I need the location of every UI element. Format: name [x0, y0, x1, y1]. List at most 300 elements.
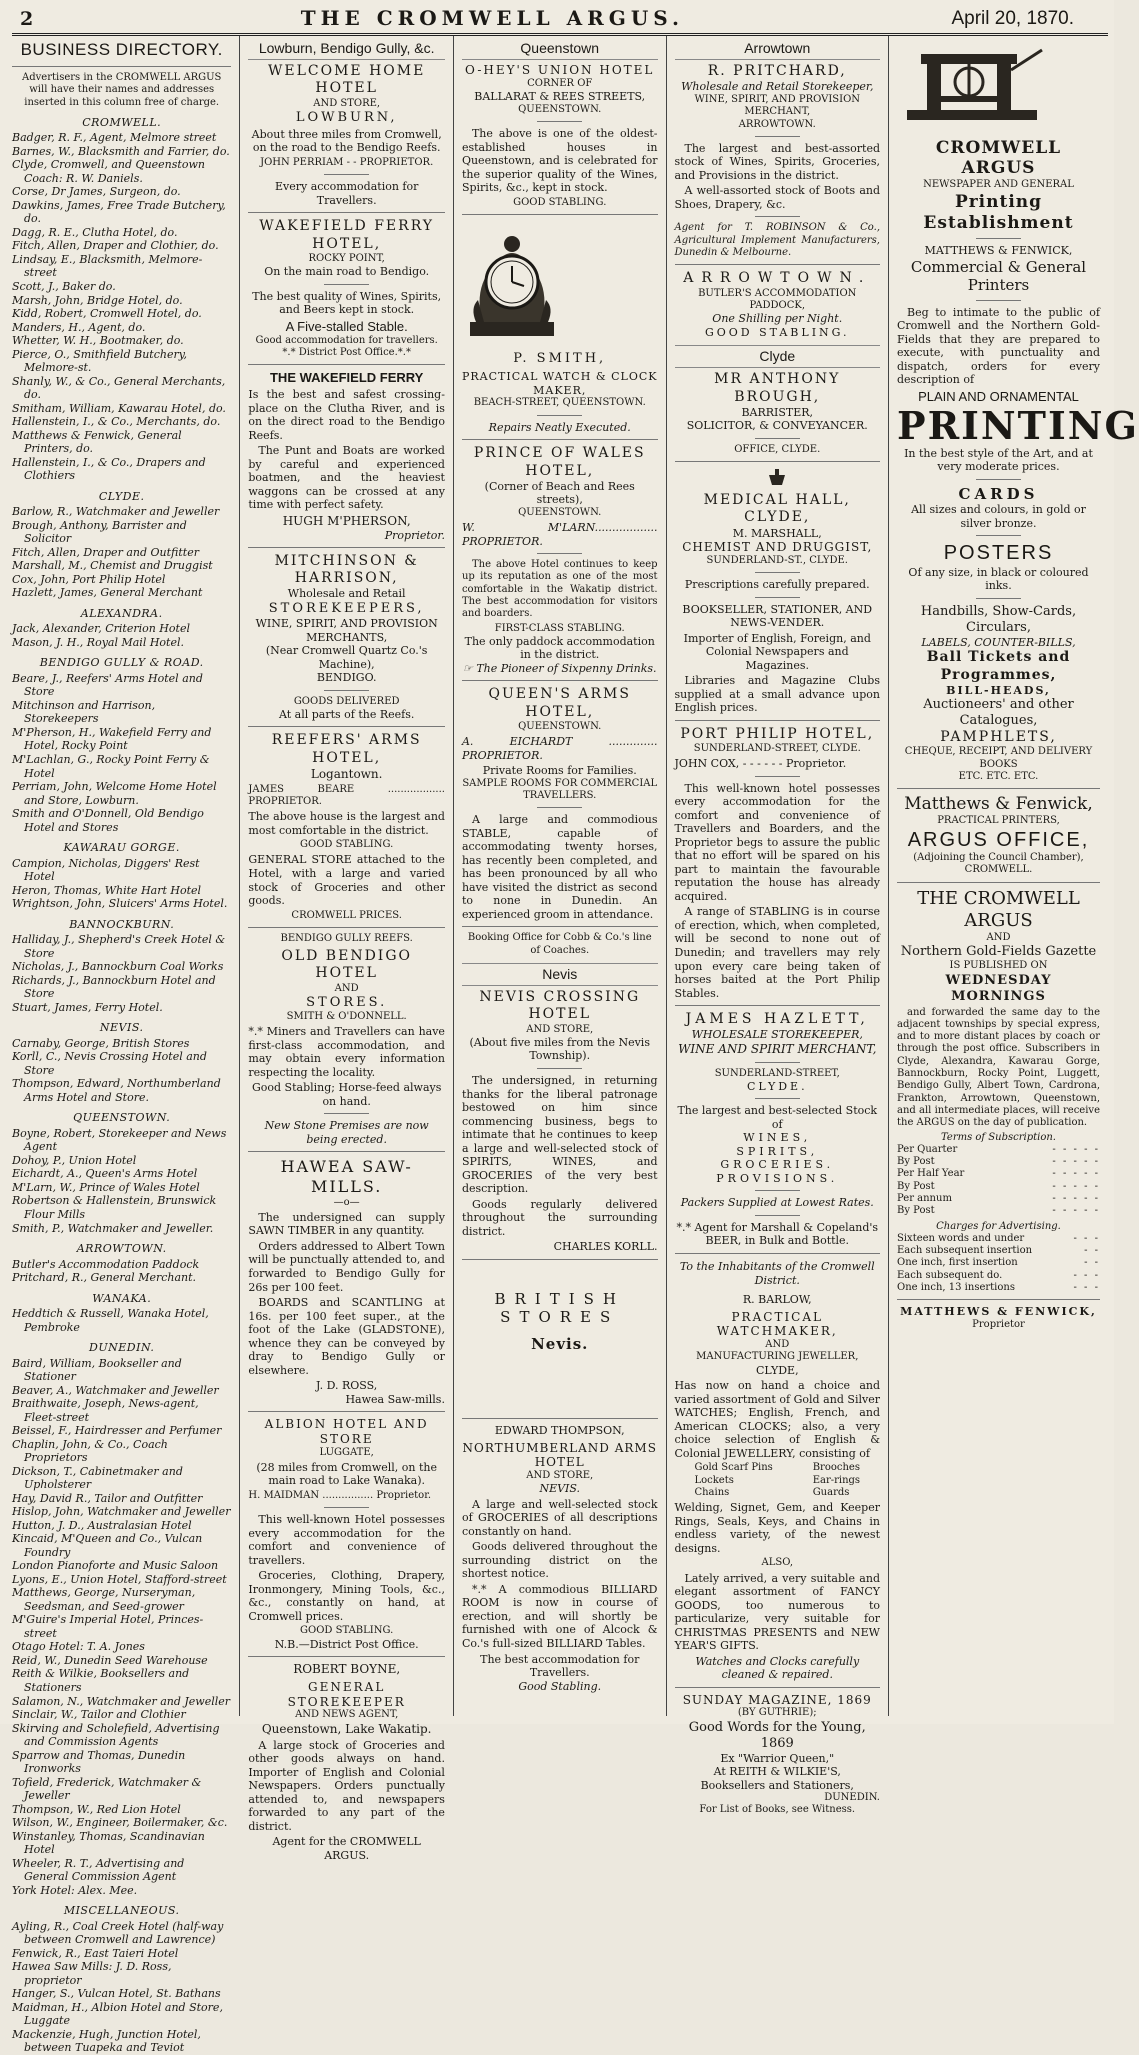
ad-stable: A Five-stalled Stable. [285, 318, 408, 334]
labels: LABELS, COUNTER-BILLS, [921, 635, 1076, 649]
ad-price: One Shilling per Night. [712, 312, 843, 326]
ad-items [675, 1131, 880, 1185]
directory-entry: Brough, Anthony, Barrister and Solicitor [12, 518, 187, 546]
directory-town-heading: ALEXANDRA. [80, 606, 163, 620]
rate-row [897, 1205, 1100, 1217]
ad-name: ROBERT BOYNE, [293, 1662, 401, 1677]
pointing-hand-icon: ☞ [462, 661, 477, 675]
directory-entry: Beare, J., Reefers' Arms Hotel and Store [12, 671, 203, 699]
directory-entry: Halliday, J., Shepherd's Creek Hotel & Store [12, 933, 226, 960]
directory-entry: Barlow, R., Watchmaker and Jeweller [12, 505, 220, 519]
ad-place: QUEENSTOWN. [518, 506, 602, 518]
ad-reefs: At all parts of the Reefs. [278, 707, 415, 721]
ad-list-note: For List of Books, see Witness. [699, 1804, 856, 1816]
ad-prescriptions: Prescriptions carefully prepared. [684, 578, 870, 592]
rate-leader: - - - [1073, 1269, 1100, 1281]
directory-entry: Dawkins, James, Free Trade Butchery, do. [12, 198, 226, 226]
ad-proprietor: JOHN COX, - - - - - - Proprietor. [674, 757, 847, 771]
directory-entry: Badger, R. F., Agent, Melmore street [12, 131, 217, 145]
directory-entry: Pritchard, R., General Merchant. [12, 1271, 197, 1285]
directory-entry: Wilson, W., Engineer, Boilermaker, &c. [12, 1816, 228, 1830]
printing-establishment: Printing Establishment [923, 191, 1074, 233]
directory-entry: Wheeler, R. T., Advertising and General Commission Agent [12, 1856, 185, 1884]
directory-entry: Shanly, W., & Co., General Merchants, do. [12, 374, 226, 402]
ad-p-smith-watchmaker [462, 220, 658, 434]
ad-text: Groceries, Clothing, Drapery, Ironmongery, Mining Tools, &c., &c., constantly on hand, at Cromwell prices. [248, 1569, 445, 1623]
rate-row [897, 1168, 1100, 1180]
ad-text: Welding, Signet, Gem, and Keeper Rings, Seals, Keys, and Chains in endless variety, of the newest designs. [674, 1501, 880, 1555]
rate-label: One inch, first insertion [897, 1257, 1018, 1269]
ad-post-office: N.B.—District Post Office. [274, 1637, 419, 1651]
newspaper-title: THE CROMWELL ARGUS. [300, 6, 684, 30]
jewellery-item: Gold Scarf Pins [694, 1462, 773, 1474]
ad-title: ARROWTOWN. [683, 270, 872, 287]
paper-title: THE CROMWELL ARGUS [917, 887, 1080, 931]
jewellery-item: Lockets [694, 1474, 734, 1486]
footer-firm: MATTHEWS & FENWICK, [900, 1305, 1097, 1319]
ad-item: PROVISIONS. [716, 1171, 839, 1185]
ad-name: EDWARD THOMPSON, [494, 1424, 625, 1438]
ad-text: Orders addressed to Albert Town will be punctually attended to, and forwarded to Bendigo Gully for 26s per 100 feet. [248, 1239, 445, 1294]
pamphlets: PAMPHLETS, [940, 729, 1057, 746]
ad-also: ALSO, [761, 1557, 794, 1569]
posters-note: Of any size, in black or coloured inks. [908, 565, 1089, 593]
ad-mitchinson-harrison [248, 553, 445, 721]
directory-towns [12, 116, 231, 2055]
ad-good-words: Good Words for the Young, 1869 [688, 1719, 866, 1751]
ad-place: DUNEDIN. [824, 1792, 880, 1804]
directory-entry: Robertson & Hallenstein, Brunswick Flour Mills [12, 1194, 217, 1221]
directory-entry: Matthews & Fenwick, General Printers, do. [12, 428, 182, 456]
cheque-books: CHEQUE, RECEIPT, AND DELIVERY BOOKS [904, 746, 1093, 770]
ad-text: A large and commodious STABLE, capable of accommodating twenty horses, has recently been completed, and has been pronounced by all who have visited the district as second to none in Dunedin. An experienced groom in attendance. [461, 813, 658, 921]
ad-title: BRITISH STORES [494, 1289, 625, 1327]
directory-entry: Stuart, James, Ferry Hotel. [12, 1000, 163, 1014]
ad-stabling: GOOD STABLING. [513, 196, 607, 208]
ad-text: A range of STABLING is in course of erection, which, when completed, will be second to none out of Dunedin; and travellers may rely upon every care being taken of horses baited at the Port Philip Stables. [674, 905, 880, 1000]
ad-subtitle: MANUFACTURING JEWELLER, [696, 1351, 859, 1363]
ad-text: The best quality of Wines, Spirits, and Beers kept in stock. [252, 289, 442, 317]
directory-entry: Barnes, W., Blacksmith and Farrier, do. [12, 144, 230, 158]
ad-item: GROCERIES. [720, 1158, 835, 1172]
rate-label: Each subsequent insertion [897, 1245, 1033, 1257]
column-argus-printing [889, 36, 1139, 1716]
posters-heading: POSTERS [943, 542, 1054, 565]
rate-row [897, 1233, 1100, 1245]
directory-entry: Hallenstein, I., & Co., Merchants, do. [12, 415, 221, 429]
jewellery-item: Guards [812, 1486, 850, 1498]
rate-label: Per annum [897, 1192, 952, 1204]
ad-and: AND [334, 982, 359, 994]
ad-paddock: The only paddock accommodation in the district. [464, 634, 655, 662]
ad-subtitle: Booksellers and Stationers, [700, 1778, 854, 1792]
ad-stabling: FIRST-CLASS STABLING. [494, 622, 625, 634]
ad-title: NORTHUMBERLAND ARMS HOTEL [462, 1440, 657, 1470]
ad-old-bendigo-hotel [248, 933, 445, 1146]
ad-street: SUNDERLAND-STREET, [714, 1067, 840, 1079]
directory-entry: Matthews, George, Nurseryman, Seedsman, and Seed-grower [12, 1586, 196, 1613]
terms-heading: Terms of Subscription. [941, 1131, 1056, 1143]
directory-entry: Beissel, F., Hairdresser and Perfumer [12, 1424, 222, 1438]
jewellery-list-left [694, 1462, 772, 1499]
directory-town-heading: CLYDE. [98, 489, 145, 503]
directory-entry: Reid, W., Dunedin Seed Warehouse [12, 1653, 208, 1667]
directory-entry: Dagg, R. E., Clutha Hotel, do. [12, 225, 178, 239]
cards-note: All sizes and colours, in gold or silver bronze. [911, 503, 1086, 530]
ad-office: OFFICE, CLYDE. [734, 443, 821, 455]
jewellery-item: Brooches [812, 1462, 860, 1474]
rate-leader: - - - - - [1052, 1205, 1100, 1217]
directory-entry: Thompson, Edward, Northumberland Arms Hotel and Store. [12, 1077, 221, 1104]
ad-name: M. MARSHALL, [732, 526, 822, 540]
ad-british-stores [462, 1265, 658, 1413]
ad-stabling: Good Stabling; Horse-feed always on hand. [251, 1081, 442, 1108]
ad-agent: Agent for the CROMWELL ARGUS. [272, 1835, 421, 1862]
ad-proprietor: H. MAIDMAN ................ Proprietor. [248, 1489, 432, 1501]
ad-agent: Agent for T. ROBINSON & Co., Agricultural Implement Manufacturers, Dunedin & Melbourne. [674, 222, 880, 259]
ad-note: Watches and Clocks carefully cleaned & repaired. [695, 1654, 860, 1682]
directory-town-heading: MISCELLANEOUS. [63, 1904, 180, 1918]
directory-entry: Skirving and Scholefield, Advertising and Commission Agents [12, 1721, 220, 1749]
directory-entry: Reith & Wilkie, Booksellers and Stationers [12, 1667, 190, 1694]
directory-entry: Richards, J., Bannockburn Hotel and Store [12, 973, 216, 1001]
ad-prince-of-wales-hotel [462, 445, 658, 675]
ad-place: Hawea Saw-mills. [345, 1392, 445, 1406]
ad-text: Is the best and safest crossing-place on the Clutha River, and is on the direct road to the Bendigo Reefs. [248, 388, 445, 442]
directory-entry: Sparrow and Thomas, Dunedin Ironworks [12, 1748, 186, 1776]
ad-text: The best accommodation for Travellers. [480, 1652, 640, 1680]
ad-road: (28 miles from Cromwell, on the main road to Lake Wanaka). [256, 1460, 438, 1488]
ad-place: Logantown. [310, 766, 383, 781]
rate-label: Per Half Year [897, 1168, 965, 1180]
directory-entry: Whetter, W. H., Bootmaker, do. [12, 334, 184, 348]
jewellery-list-right [813, 1462, 860, 1499]
ad-text: Goods regularly delivered throughout the surrounding district. [461, 1197, 658, 1238]
ad-place: Nevis. [531, 1334, 589, 1353]
rate-row [897, 1156, 1100, 1168]
ad-near: (Near Cromwell Quartz Co.'s Machine), [265, 644, 428, 671]
published-on: IS PUBLISHED ON [949, 960, 1048, 972]
argus-subtitle: NEWSPAPER AND GENERAL [923, 179, 1074, 191]
rate-label: By Post [897, 1180, 935, 1192]
directory-entry: Winstanley, Thomas, Scandinavian Hotel [12, 1829, 205, 1857]
directory-entry: Maidman, H., Albion Hotel and Store, Luggate [12, 2000, 223, 2028]
directory-entry: Butler's Accommodation Paddock [12, 1257, 200, 1271]
directory-entry: Mason, J. H., Royal Mail Hotel. [12, 635, 185, 649]
ad-nevis-crossing-hotel [462, 989, 658, 1253]
directory-entry: Braithwaite, Joseph, News-agent, Fleet-street [12, 1397, 199, 1424]
column-queenstown [454, 36, 667, 1716]
ad-at: At REITH & WILKIE'S, [713, 1765, 841, 1779]
ad-place: LUGGATE, [319, 1446, 374, 1458]
directory-entry: Kincaid, M'Queen and Co., Vulcan Foundry [12, 1532, 203, 1559]
ad-title: MR ANTHONY BROUGH, [714, 371, 841, 405]
ad-owners: SMITH & O'DONNELL. [286, 1010, 407, 1022]
directory-entry: Marshall, M., Chemist and Druggist [12, 559, 213, 573]
directory-entry: Jack, Alexander, Criterion Hotel [12, 622, 190, 636]
ad-title: HAWEA SAW-MILLS. [280, 1157, 413, 1196]
rate-row [897, 1282, 1100, 1294]
argus-intro: Beg to intimate to the public of Cromwell and the Northern Gold-Fields that they are prepared to execute, with punctuality and dispatch, orders for every description of [897, 305, 1100, 387]
rate-leader: - - - [1073, 1282, 1100, 1294]
ad-text: The largest and best-selected Stock of [677, 1104, 878, 1131]
ad-road: On the main road to Bendigo. [264, 265, 430, 279]
rate-label: Per Quarter [897, 1143, 958, 1155]
directory-entry: Hallenstein, I., & Co., Drapers and Clothiers [12, 455, 206, 483]
directory-town-heading: QUEENSTOWN. [73, 1111, 171, 1125]
ad-title: NEVIS CROSSING HOTEL [479, 989, 641, 1023]
ad-r-barlow [675, 1260, 880, 1682]
rate-leader: - - - - - [1052, 1168, 1100, 1180]
directory-entry: Fenwick, R., East Taieri Hotel [12, 1946, 179, 1960]
ball-tickets: Ball Tickets and Programmes, [926, 649, 1071, 683]
rate-label: Sixteen words and under [897, 1232, 1025, 1244]
ad-stabling: GOOD STABLING. [704, 325, 850, 339]
rate-leader: - - - - - [1052, 1143, 1100, 1155]
directory-entry: Nicholas, J., Bannockburn Coal Works [12, 960, 224, 974]
ad-divider-mark: —o— [333, 1196, 360, 1208]
ad-wakefield-ferry-hotel [248, 218, 445, 359]
rate-leader: - - - - - [1052, 1192, 1100, 1204]
ad-place: CLYDE. [746, 1079, 808, 1093]
jewellery-item: Ear-rings [812, 1474, 861, 1486]
directory-entry: Hanger, S., Vulcan Hotel, St. Bathans [12, 1987, 221, 2001]
publication-day: WEDNESDAY MORNINGS [945, 972, 1052, 1004]
rate-leader: - - - [1073, 1232, 1100, 1244]
ad-text: A well-assorted stock of Boots and Shoes, Drapery, &c. [674, 184, 880, 211]
directory-town-heading: KAWARAU GORGE. [63, 841, 180, 855]
ad-private: Private Rooms for Families. [482, 764, 637, 778]
directory-entry: Tofield, Frederick, Watchmaker & Jeweller [12, 1775, 202, 1803]
ad-sunday-magazine [675, 1693, 880, 1817]
ad-place: QUEENSTOWN. [518, 720, 602, 732]
ad-title: MEDICAL HALL, CLYDE, [703, 492, 851, 526]
ad-anthony-brough [675, 371, 880, 456]
jewellery-list [675, 1462, 880, 1499]
ad-line: CHEMIST AND DRUGGIST, [682, 540, 873, 555]
page-number: 2 [20, 8, 34, 30]
ad-proprietor: JAMES BEARE .................. PROPRIETOR. [248, 783, 445, 807]
adjoining: (Adjoining the Council Chamber), [913, 852, 1084, 864]
ad-name: HUGH M'PHERSON, [282, 513, 411, 528]
ad-place: NEVIS. [539, 1482, 581, 1496]
ad-corner: (Corner of Beach and Rees streets), [484, 479, 635, 507]
ad-street: SUNDERLAND-STREET, CLYDE. [693, 743, 861, 754]
directory-entry: Heddtich & Russell, Wanaka Hotel, Pembroke [12, 1307, 209, 1334]
rate-label: By Post [897, 1205, 935, 1217]
ad-place: CLYDE, [755, 1363, 799, 1377]
directory-entry: Manders, H., Agent, do. [12, 320, 146, 334]
directory-entry: M'Lachlan, G., Rocky Point Ferry & Hotel [12, 753, 210, 780]
argus-office: ARGUS OFFICE, [907, 828, 1090, 851]
ad-stores: STORES. [306, 994, 388, 1010]
ad-text: BOARDS and SCANTLING at 16s. per 100 feet super., at the foot of the Lake (GLADSTONE), whence they can be conveyed by dray to Bendigo Gully or elsewhere. [248, 1296, 445, 1377]
directory-entry: Sinclair, W., Tailor and Clothier [12, 1708, 186, 1722]
ad-title: REEFERS' ARMS HOTEL, [271, 732, 422, 766]
ad-item: SPIRITS, [736, 1144, 819, 1158]
directory-town-heading: NEVIS. [99, 1021, 144, 1035]
ad-new-premises: New Stone Premises are now being erected. [264, 1119, 429, 1146]
ad-item: WINES, [743, 1131, 812, 1145]
rate-label: By Post [897, 1156, 935, 1168]
ad-prices: CROMWELL PRICES. [291, 909, 402, 921]
ad-place: Queenstown, Lake Wakatip. [261, 1721, 432, 1736]
ad-hawea-saw-mills [248, 1157, 445, 1406]
ad-title: PORT PHILIP HOTEL, [680, 725, 875, 742]
ad-bookseller: BOOKSELLER, STATIONER, AND NEWS-VENDER. [682, 602, 873, 630]
ad-text: Lately arrived, a very suitable and elegant assortment of FANCY GOODS, too numerous to particularize, very suitable for CHRISTMAS PRESENTS and NEW YEAR'S GIFTS. [674, 1571, 880, 1653]
ad-street: SUNDERLAND-ST., CLYDE. [706, 554, 848, 566]
directory-title: BUSINESS DIRECTORY. [20, 40, 223, 59]
charges-heading: Charges for Advertising. [936, 1220, 1061, 1232]
plain-ornamental: PLAIN AND ORNAMENTAL [918, 388, 1079, 404]
directory-entry: Lyons, E., Union Hotel, Stafford-street [12, 1572, 227, 1586]
directory-entry: M'Guire's Imperial Hotel, Princes-street [12, 1613, 204, 1640]
rate-label: Each subsequent do. [897, 1269, 1003, 1281]
ad-text: A large stock of Groceries and other goods always on hand. Importer of English and Colonial Newspapers. Orders punctually attended to, and newspapers forwarded to any part of the district. [248, 1738, 445, 1833]
directory-entry: Eichardt, A., Queen's Arms Hotel [12, 1167, 198, 1181]
directory-entry: London Pianoforte and Music Saloon [12, 1559, 219, 1573]
ad-place: ARROWTOWN. [738, 118, 816, 130]
ad-libraries: Libraries and Magazine Clubs supplied at a small advance upon English prices. [674, 674, 880, 715]
printing-heading: PRINTING [897, 402, 1139, 448]
argus-title: CROMWELL ARGUS [935, 137, 1062, 179]
ad-robert-boyne [248, 1662, 445, 1862]
ad-albion-hotel [248, 1417, 445, 1651]
ad-by: (BY GUTHRIE); [737, 1707, 817, 1719]
distribution-text: and forwarded the same day to the adjacent townships by special express, and to more distant places by coach or through the post office. Subscribers in Clyde, Alexandra, Kawarau Gorge, Bannockburn, Rocky Point, Luggett, Bendigo Gully, Albert Town, Cardrona, Frankton, Arrowtown, Queenstown, and all intermediate places, will receive the ARGUS on the day of publication. [897, 1006, 1100, 1129]
section-heading: Queenstown [462, 40, 658, 60]
directory-entry: Thompson, W., Red Lion Hotel [12, 1802, 181, 1816]
directory-intro: Advertisers in the CROMWELL ARGUS will have their names and addresses inserted in this column free of charge. [22, 71, 222, 108]
ad-place: BEACH-STREET, QUEENSTOWN. [473, 397, 646, 409]
directory-entry: Beaver, A., Watchmaker and Jeweller [12, 1383, 219, 1397]
directory-entry: Hay, David R., Tailor and Outfitter [12, 1491, 203, 1505]
cards-heading: CARDS [958, 484, 1039, 503]
directory-entry: Lindsay, E., Blacksmith, Melmore-street [12, 252, 203, 280]
ad-title: GENERAL STOREKEEPER [287, 1679, 406, 1709]
section-heading: Clyde [675, 345, 880, 368]
ad-importer: Importer of English, Foreign, and Colonial Newspapers and Magazines. [683, 631, 871, 672]
matthews-fenwick: Matthews & Fenwick, [904, 794, 1093, 815]
ad-store: GENERAL STORE attached to the Hotel, with a large and varied stock of Groceries and other goods. [248, 853, 445, 908]
section-heading: Nevis [462, 963, 658, 986]
directory-entry: Otago Hotel: T. A. Jones [12, 1640, 145, 1654]
ad-line: BARRISTER, [741, 405, 814, 419]
ad-text: The above Hotel continues to keep up its reputation as one of the most comfortable in the Wakatip district. The best accommodation for visitors and boarders. [461, 559, 658, 620]
directory-entry: Clyde, Cromwell, and Queenstown Coach: R. W. Daniels. [12, 158, 205, 185]
ad-stabling: GOOD STABLING. [300, 839, 394, 851]
ad-subtitle: Wholesale and Retail [287, 587, 406, 601]
directory-town-heading: BENDIGO GULLY & ROAD. [39, 656, 204, 670]
ad-text: The undersigned, in returning thanks for the liberal patronage bestowed on him since commencing business, begs to intimate that he continues to keep a large and well-selected stock of SPIRITS, WINES, and GROCERIES of the very best description. [461, 1074, 658, 1196]
rate-leader: - - [1084, 1245, 1100, 1257]
ad-post-office: *.* District Post Office.*.* [282, 346, 411, 358]
rate-leader: - - [1084, 1257, 1100, 1269]
mortar-pestle-icon [766, 467, 788, 489]
directory-entry: Smith and O'Donnell, Old Bendigo Hotel and Stores [12, 807, 204, 834]
ad-note: Repairs Neatly Executed. [488, 420, 631, 434]
directory-entry: Smitham, William, Kawarau Hotel, do. [12, 401, 226, 415]
ad-subtitle: AND STORE, [526, 1470, 594, 1482]
ad-role: Proprietor. [384, 528, 445, 542]
directory-entry: M'Larn, W., Prince of Wales Hotel [12, 1180, 200, 1194]
ad-pioneer [462, 662, 658, 676]
ad-kind: STOREKEEPERS, [268, 601, 425, 616]
directory-entry: Ayling, R., Coal Creek Hotel (half-way between Cromwell and Lawrence) [12, 1919, 224, 1947]
ad-text: *.* Miners and Travellers can have first-class accommodation, and may obtain every information respecting the locality. [248, 1025, 445, 1079]
rate-leader: - - - - - [1052, 1180, 1100, 1192]
ad-text: This well-known Hotel possesses every accommodation for the comfort and convenience of travellers. [248, 1513, 445, 1567]
ad-name: J. D. ROSS, [316, 1379, 378, 1393]
directory-town-heading: WANAKA. [92, 1291, 152, 1305]
ad-title: OLD BENDIGO HOTEL [281, 948, 412, 982]
directory-entry: Wrightson, John, Sluicers' Arms Hotel. [12, 897, 228, 911]
business-directory-column [12, 36, 240, 2055]
section-heading: Lowburn, Bendigo Gully, &c. [248, 40, 445, 60]
ad-ohey-union-hotel [462, 63, 658, 209]
section-heading: Arrowtown [675, 40, 880, 60]
column-arrowtown-clyde [667, 36, 889, 1816]
directory-entry: Mitchinson and Harrison, Storekeepers [12, 698, 156, 726]
rate-row [897, 1144, 1100, 1156]
ad-text: This well-known hotel possesses every accommodation for the comfort and convenience of Travellers and Boarders, and the Proprietor begs to assure the public that no effort will be spared on his part to maintain the favourable reputation the house has already acquired. [674, 781, 880, 903]
ad-name: P. SMITH, [513, 351, 607, 367]
directory-entry: Boyne, Robert, Storekeeper and News Agent [12, 1126, 227, 1154]
column-lowburn [240, 36, 454, 1862]
ad-place: BENDIGO. [316, 671, 377, 685]
directory-entry: Pierce, O., Smithfield Butchery, Melmore-st. [12, 347, 187, 375]
directory-entry: Dickson, T., Cabinetmaker and Upholsterer [12, 1464, 183, 1492]
ad-packers: Packers Supplied at Lowest Rates. [680, 1196, 874, 1210]
ad-queens-arms-hotel [462, 686, 658, 957]
rate-label: One inch, 13 insertions [897, 1282, 1015, 1294]
ad-ex: Ex "Warrior Queen," [720, 1751, 835, 1765]
ad-title: PRACTICAL WATCH & CLOCK MAKER, [461, 370, 658, 397]
ad-title: WELCOME HOME HOTEL [268, 63, 426, 97]
clock-illustration [462, 228, 562, 340]
ad-name: CHARLES KORLL. [553, 1240, 658, 1254]
ad-sample: SAMPLE ROOMS FOR COMMERCIAL TRAVELLERS. [462, 777, 658, 801]
ad-arrowtown-paddock [675, 270, 880, 339]
rate-row [897, 1257, 1100, 1269]
ad-subtitle: AND STORE, [313, 97, 381, 109]
ad-goods: WINE, SPIRIT, AND PROVISION MERCHANT, [694, 93, 861, 118]
directory-entry: Cox, John, Port Philip Hotel [12, 572, 166, 586]
directory-entry: Hawea Saw Mills: J. D. Ross, proprietor [12, 1960, 172, 1987]
ad-title: THE WAKEFIELD FERRY [269, 370, 424, 386]
ad-goods: WINE, SPIRIT, AND PROVISION MERCHANTS, [255, 616, 438, 644]
ad-line: WHOLESALE STOREKEEPER, [691, 1028, 863, 1042]
directory-entry: York Hotel: Alex. Mee. [12, 1883, 138, 1897]
ad-subtitle: BUTLER'S ACCOMMODATION PADDOCK, [698, 287, 857, 311]
printing-style: In the best style of the Art, and at very moderate prices. [904, 446, 1093, 474]
ad-place: ROCKY POINT, [308, 252, 385, 264]
bill-heads: BILL-HEADS, [946, 683, 1051, 697]
ad-title: SUNDAY MAGAZINE, 1869 [682, 1692, 872, 1707]
ad-stabling: GOOD STABLING. [300, 1625, 394, 1637]
ad-text: The undersigned can supply SAWN TIMBER in any quantity. [248, 1210, 445, 1238]
directory-entry: Chaplin, John, & Co., Coach Proprietors [12, 1437, 168, 1465]
ad-note: (About five miles from the Nevis Township). [469, 1035, 650, 1063]
ad-welcome-home-hotel [248, 63, 445, 207]
ad-northumberland-arms-hotel [462, 1424, 658, 1693]
ad-text: Goods delivered throughout the surrounding district on the shortest notice. [461, 1540, 658, 1581]
directory-town-heading: ARROWTOWN. [76, 1242, 167, 1256]
etc: ETC. ETC. ETC. [958, 771, 1039, 783]
ad-delivered: GOODS DELIVERED [293, 695, 400, 707]
ad-subtitle: Wholesale and Retail Storekeeper, [681, 80, 874, 94]
